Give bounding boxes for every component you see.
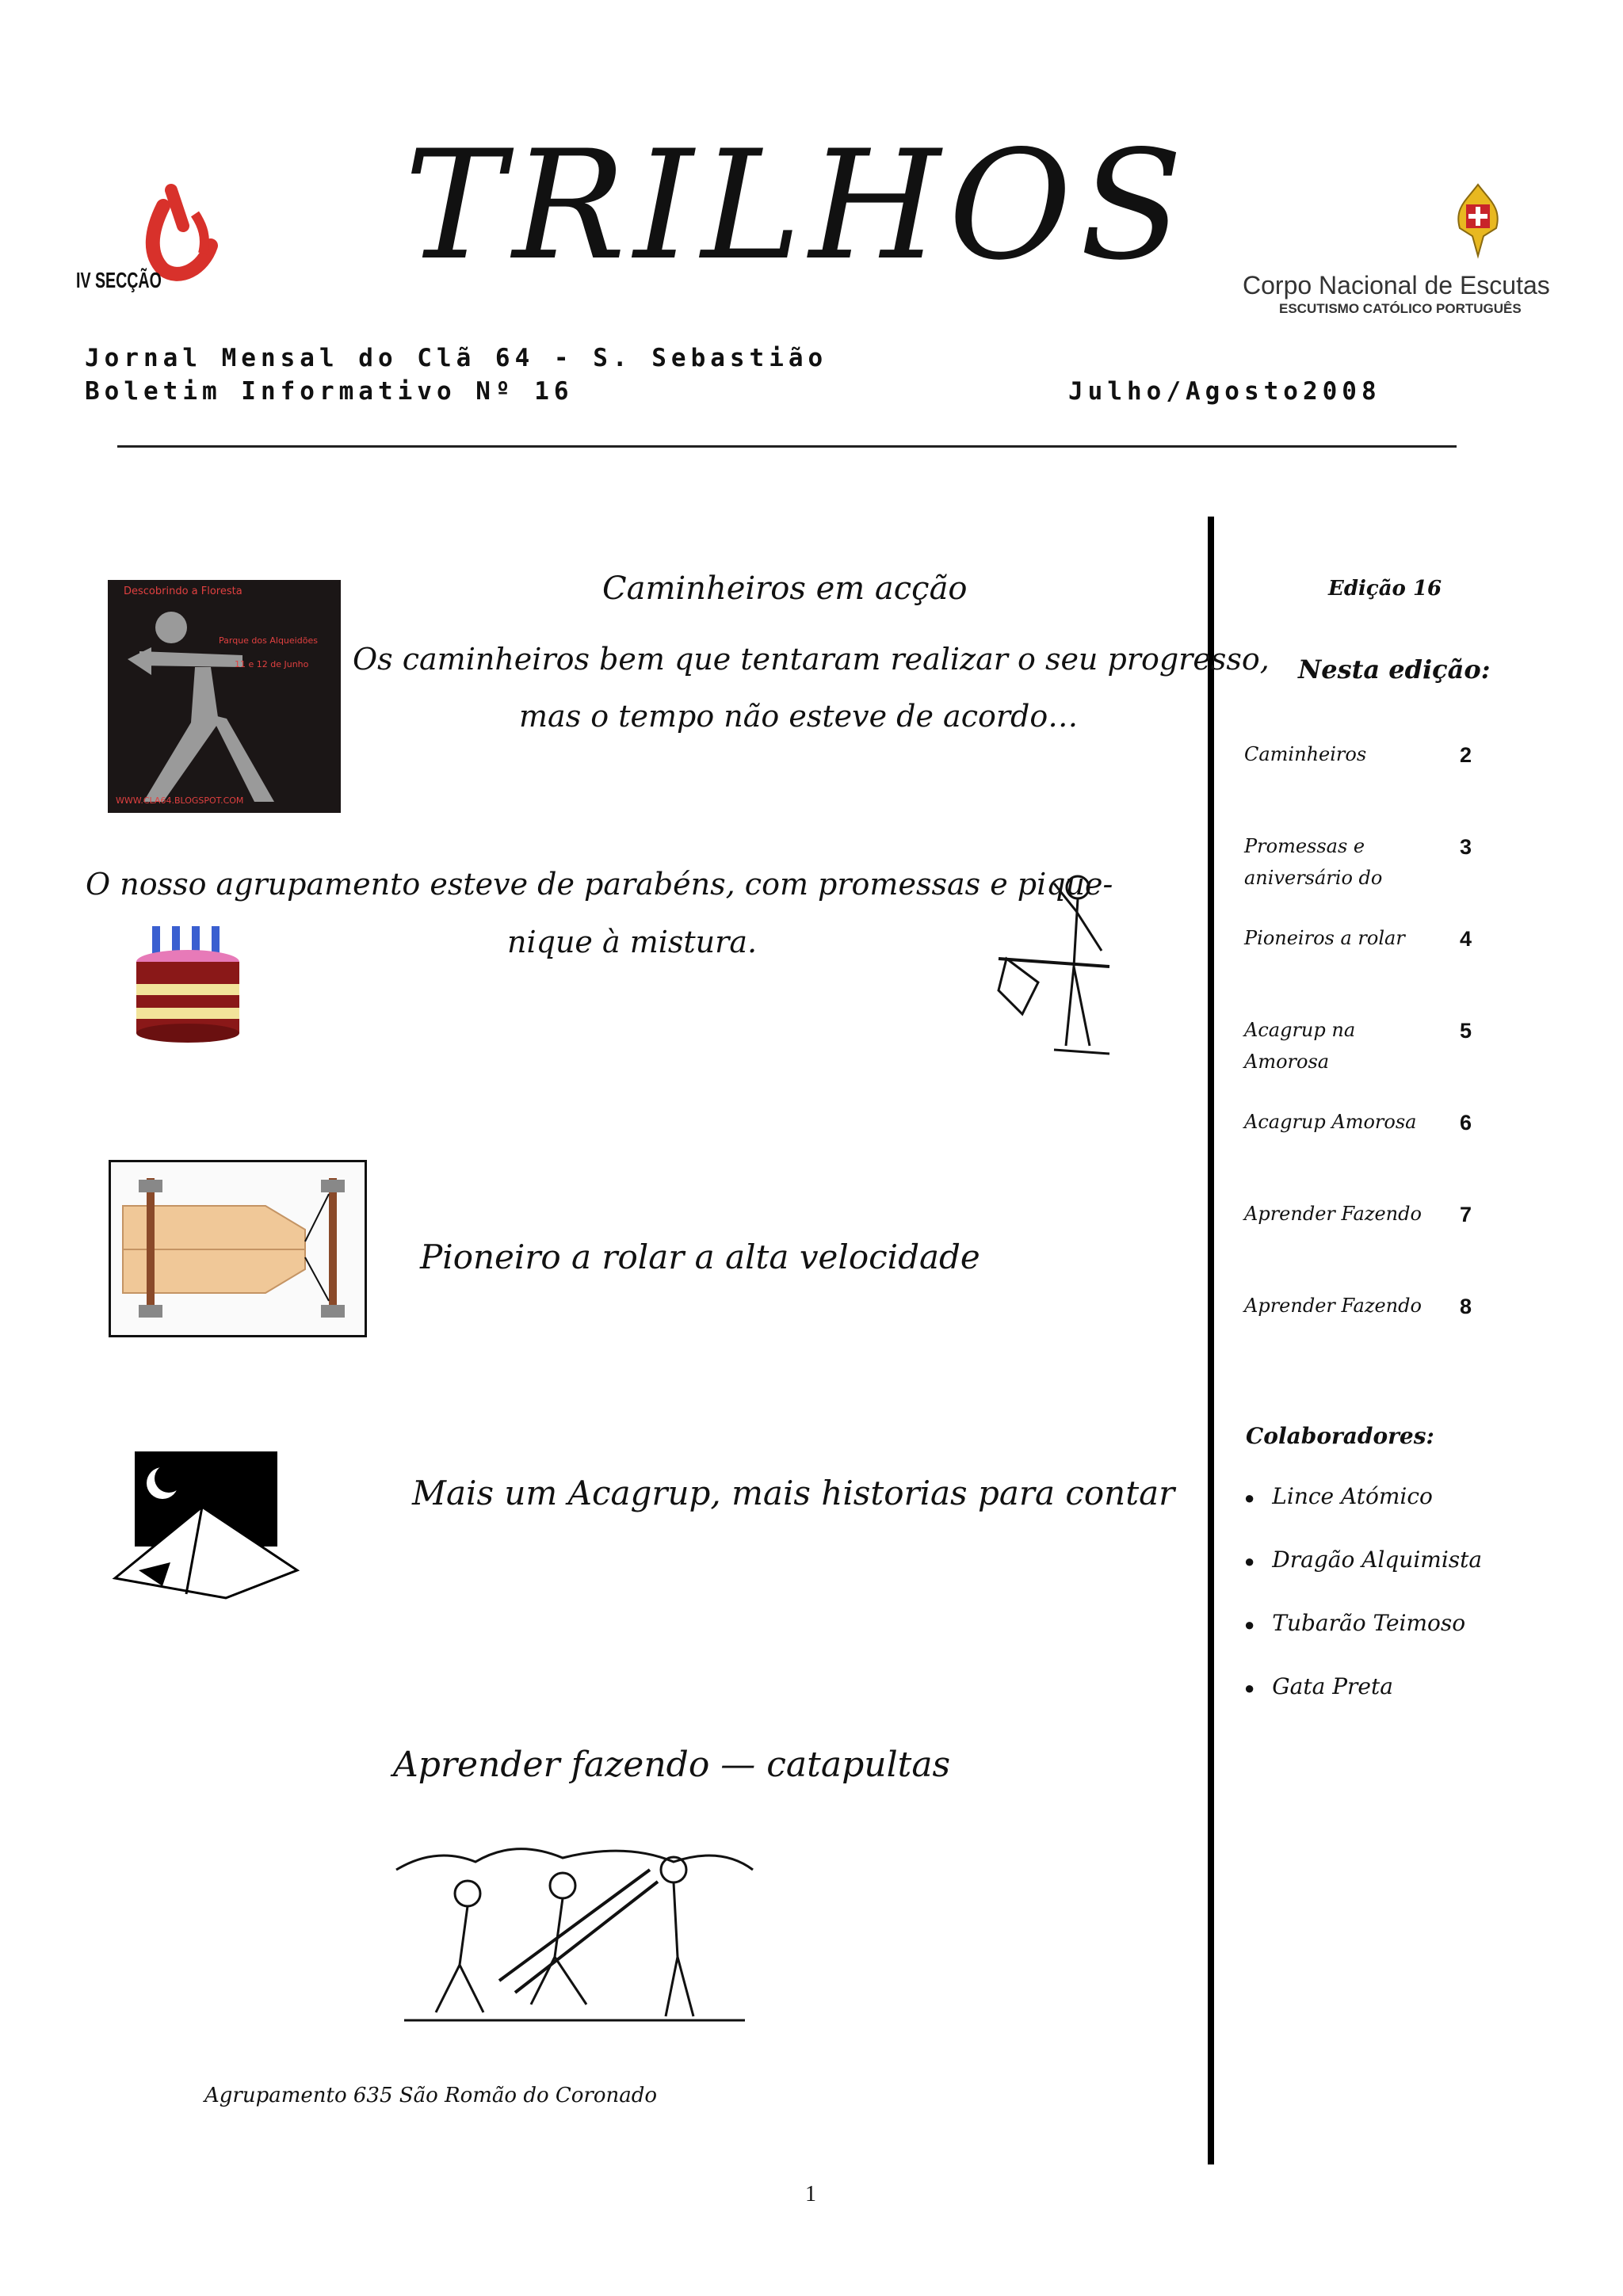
svg-text:Parque dos Alqueidões: Parque dos Alqueidões bbox=[219, 635, 318, 646]
toc-item-label[interactable]: Acagrup na Amorosa bbox=[1244, 1019, 1356, 1073]
scout-flag-illustration bbox=[991, 864, 1125, 1062]
contributor-item: ● Dragão Alquimista bbox=[1244, 1547, 1483, 1573]
contributor-item: ● Gata Preta bbox=[1244, 1673, 1393, 1699]
page-number: 1 bbox=[805, 2182, 816, 2206]
article-text: mas o tempo não esteve de acordo… bbox=[519, 699, 1079, 734]
catapult-illustration bbox=[388, 1822, 761, 2028]
cne-name: Corpo Nacional de Escutas bbox=[1243, 271, 1550, 299]
journal-line: Jornal Mensal do Clã 64 - S. Sebastião bbox=[85, 344, 828, 372]
toc-item-page: 7 bbox=[1460, 1203, 1472, 1226]
article-text: O nosso agrupamento esteve de parabéns, com promessas e pique- bbox=[86, 867, 1113, 902]
svg-text:11 e 12 de Junho: 11 e 12 de Junho bbox=[235, 659, 309, 669]
contributor-item: ● Lince Atómico bbox=[1244, 1483, 1433, 1509]
go-kart-image bbox=[109, 1160, 367, 1337]
article-title-caminheiros: Caminheiros em acção bbox=[602, 570, 968, 607]
toc-item-label[interactable]: Caminheiros bbox=[1244, 743, 1367, 765]
edition-date: Julho/Agosto2008 bbox=[1068, 377, 1381, 406]
toc-item-label[interactable]: Pioneiros a rolar bbox=[1244, 927, 1405, 949]
svg-text:WWW.CLA64.BLOGSPOT.COM: WWW.CLA64.BLOGSPOT.COM bbox=[116, 795, 244, 806]
svg-text:Descobrindo a Floresta: Descobrindo a Floresta bbox=[124, 585, 242, 597]
header-divider bbox=[117, 445, 1457, 448]
article-text: Os caminheiros bem que tentaram realizar o seu progresso, bbox=[353, 642, 1270, 677]
footer-group-name: Agrupamento 635 São Romão do Coronado bbox=[204, 2084, 658, 2107]
toc-item-label[interactable]: Acagrup Amorosa bbox=[1244, 1111, 1417, 1133]
boletim-line: Boletim Informativo Nº 16 bbox=[85, 377, 574, 406]
edition-number: Edição 16 bbox=[1328, 577, 1442, 601]
article-text: nique à mistura. bbox=[507, 925, 758, 959]
sidebar-divider bbox=[1208, 517, 1214, 2164]
contributor-item: ● Tubarão Teimoso bbox=[1244, 1610, 1466, 1636]
toc-item-label[interactable]: Aprender Fazendo bbox=[1244, 1295, 1422, 1317]
toc-heading: Nesta edição: bbox=[1298, 654, 1491, 685]
toc-item-page: 5 bbox=[1460, 1019, 1472, 1043]
article-title-pioneiro: Pioneiro a rolar a alta velocidade bbox=[420, 1238, 980, 1276]
event-poster-image bbox=[108, 580, 341, 813]
article-title-acagrup: Mais um Acagrup, mais historias para contar bbox=[412, 1474, 1175, 1512]
article-title-aprender: Aprender fazendo — catapultas bbox=[393, 1745, 951, 1785]
toc-item-page: 2 bbox=[1460, 743, 1472, 767]
iv-seccao-label: IV SECÇÃO bbox=[76, 268, 162, 292]
camping-tent-icon bbox=[107, 1451, 305, 1602]
toc-item-page: 3 bbox=[1460, 835, 1472, 859]
toc-item-label[interactable]: Aprender Fazendo bbox=[1244, 1203, 1422, 1225]
birthday-cake-icon bbox=[120, 922, 247, 1049]
toc-item-page: 8 bbox=[1460, 1295, 1472, 1318]
cne-emblem-icon bbox=[1450, 181, 1506, 268]
newsletter-title: TRILHOS bbox=[404, 118, 1191, 293]
cne-subtitle: ESCUTISMO CATÓLICO PORTUGUÊS bbox=[1279, 301, 1522, 316]
toc-item-page: 6 bbox=[1460, 1111, 1472, 1135]
contributors-heading: Colaboradores: bbox=[1246, 1423, 1434, 1449]
toc-item-label[interactable]: Promessas e aniversário do bbox=[1244, 835, 1383, 889]
toc-item-page: 4 bbox=[1460, 927, 1472, 951]
